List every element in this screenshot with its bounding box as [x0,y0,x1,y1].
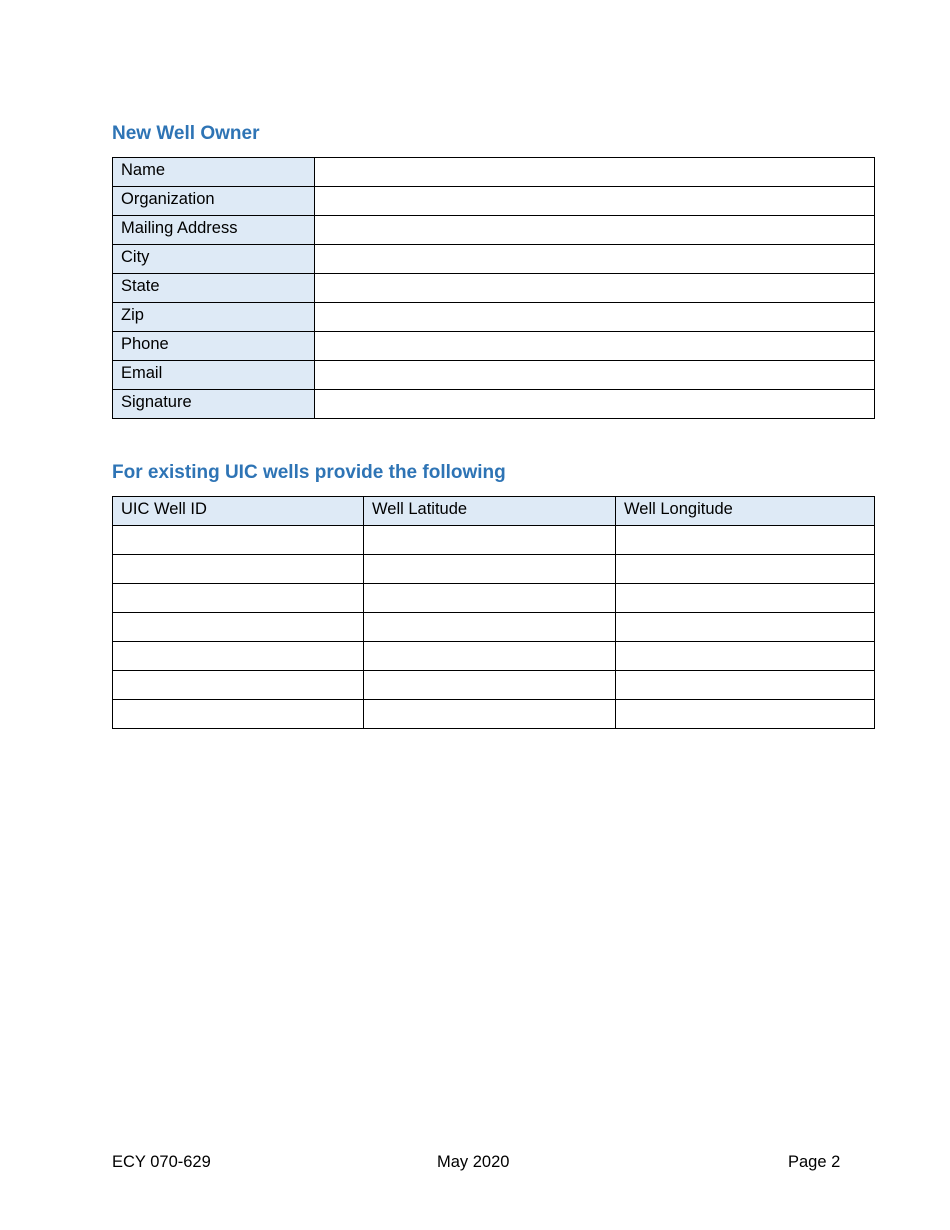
uic-well-id-header: UIC Well ID [113,497,364,526]
well-longitude-cell[interactable] [616,584,875,613]
name-label: Name [113,158,315,187]
table-header-row [113,497,875,526]
mailing-address-field[interactable] [315,216,875,245]
uic-wells-table [112,496,875,729]
phone-label: Phone [113,332,315,361]
table-row [113,642,875,671]
well-latitude-cell[interactable] [364,613,616,642]
well-longitude-cell[interactable] [616,642,875,671]
mailing-address-label: Mailing Address [113,216,315,245]
signature-label: Signature [113,390,315,419]
uic-well-id-cell[interactable] [113,555,364,584]
well-longitude-cell[interactable] [616,671,875,700]
table-row [113,158,875,187]
table-row [113,332,875,361]
city-field[interactable] [315,245,875,274]
uic-well-id-cell[interactable] [113,526,364,555]
state-label: State [113,274,315,303]
well-longitude-cell[interactable] [616,526,875,555]
well-latitude-cell[interactable] [364,584,616,613]
table-row [113,245,875,274]
uic-well-id-cell[interactable] [113,613,364,642]
email-field[interactable] [315,361,875,390]
table-row [113,216,875,245]
uic-well-id-cell[interactable] [113,671,364,700]
well-latitude-cell[interactable] [364,555,616,584]
table-row [113,526,875,555]
footer-page-number: Page 2 [788,1153,841,1171]
table-row [113,671,875,700]
state-field[interactable] [315,274,875,303]
table-row [113,555,875,584]
well-latitude-cell[interactable] [364,642,616,671]
table-row [113,613,875,642]
footer-form-number: ECY 070-629 [112,1153,211,1171]
new-well-owner-heading: New Well Owner [112,123,260,144]
uic-well-id-cell[interactable] [113,700,364,729]
organization-label: Organization [113,187,315,216]
existing-uic-wells-heading: For existing UIC wells provide the following [112,462,506,483]
table-row [113,584,875,613]
zip-label: Zip [113,303,315,332]
zip-field[interactable] [315,303,875,332]
uic-well-id-cell[interactable] [113,642,364,671]
table-row [113,700,875,729]
well-latitude-cell[interactable] [364,671,616,700]
footer-date: May 2020 [437,1153,510,1171]
email-label: Email [113,361,315,390]
table-row [113,187,875,216]
table-row [113,390,875,419]
well-longitude-cell[interactable] [616,555,875,584]
organization-field[interactable] [315,187,875,216]
name-field[interactable] [315,158,875,187]
table-row [113,361,875,390]
table-row [113,274,875,303]
well-longitude-header: Well Longitude [616,497,875,526]
new-well-owner-table [112,157,875,419]
uic-well-id-cell[interactable] [113,584,364,613]
well-longitude-cell[interactable] [616,700,875,729]
table-row [113,303,875,332]
well-latitude-header: Well Latitude [364,497,616,526]
city-label: City [113,245,315,274]
signature-field[interactable] [315,390,875,419]
well-latitude-cell[interactable] [364,526,616,555]
well-longitude-cell[interactable] [616,613,875,642]
well-latitude-cell[interactable] [364,700,616,729]
phone-field[interactable] [315,332,875,361]
